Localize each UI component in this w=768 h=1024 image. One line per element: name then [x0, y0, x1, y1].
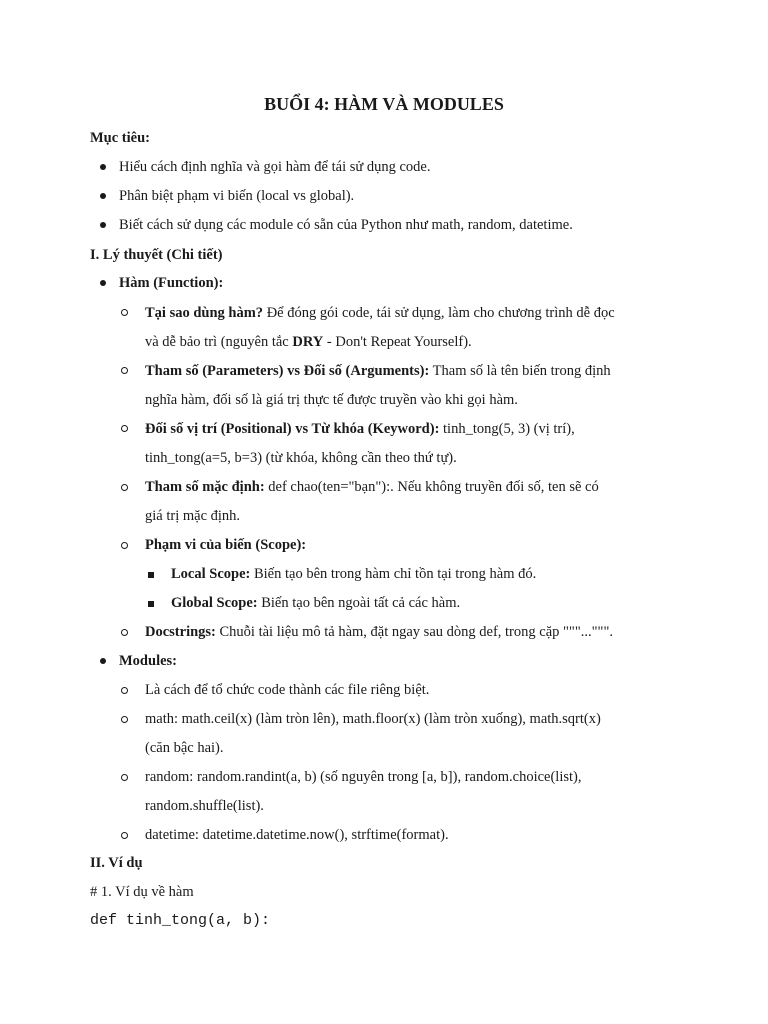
why-functions-text: - Don't Repeat Yourself).	[323, 334, 472, 350]
positional-text: tinh_tong(5, 3) (vị trí),	[439, 421, 575, 437]
code-line: def tinh_tong(a, b):	[90, 912, 271, 929]
objective-item: Biết cách sử dụng các module có sẵn của Python như math, random, datetime.	[119, 217, 573, 233]
bullet-disc-icon	[100, 280, 106, 286]
bullet-square-icon	[148, 601, 154, 607]
page-title: BUỔI 4: HÀM VÀ MODULES	[264, 94, 504, 114]
defaults-bold: Tham số mặc định:	[145, 479, 265, 495]
examples-heading: II. Ví dụ	[90, 855, 143, 871]
docstrings-line	[145, 622, 613, 642]
why-functions-text: và dễ bảo trì (nguyên tắc	[145, 334, 293, 350]
bullet-circle-icon	[121, 309, 128, 316]
bullet-circle-icon	[121, 687, 128, 694]
bullet-disc-icon	[100, 658, 106, 664]
objective-item: Hiểu cách định nghĩa và gọi hàm để tái sử dụng code.	[119, 159, 431, 175]
bullet-circle-icon	[121, 832, 128, 839]
bullet-circle-icon	[121, 542, 128, 549]
example-comment: # 1. Ví dụ về hàm	[90, 884, 194, 900]
modules-item: Là cách để tổ chức code thành các file riêng biệt.	[145, 682, 430, 698]
scope-heading: Phạm vi của biến (Scope):	[145, 537, 307, 553]
docstrings-text: Chuỗi tài liệu mô tả hàm, đặt ngay sau dòng def, trong cặp """...""".	[215, 624, 614, 640]
dry-bold: DRY	[292, 334, 324, 350]
bullet-disc-icon	[100, 164, 106, 170]
math-line1: math: math.ceil(x) (làm tròn lên), math.floor(x) (làm tròn xuống), math.sqrt(x)	[145, 711, 601, 727]
local-scope-text: Biến tạo bên trong hàm chỉ tồn tại trong hàm đó.	[250, 566, 537, 582]
bullet-circle-icon	[121, 367, 128, 374]
bullet-square-icon	[148, 572, 154, 578]
global-scope-text: Biến tạo bên ngoài tất cả các hàm.	[257, 595, 461, 611]
global-scope-bold: Global Scope:	[171, 595, 258, 611]
local-scope-bold: Local Scope:	[171, 566, 251, 582]
bullet-circle-icon	[121, 484, 128, 491]
why-functions-text: Để đóng gói code, tái sử dụng, làm cho chương trình dễ đọc	[263, 305, 615, 321]
local-scope-line	[171, 564, 536, 584]
docstrings-bold: Docstrings:	[145, 624, 216, 640]
random-line1: random: random.randint(a, b) (số nguyên trong [a, b]), random.choice(list),	[145, 769, 582, 785]
random-line2: random.shuffle(list).	[145, 798, 264, 814]
positional-line1	[145, 419, 575, 439]
objective-item: Phân biệt phạm vi biến (local vs global).	[119, 188, 355, 204]
modules-label: Modules:	[119, 653, 177, 669]
why-functions-bold: Tại sao dùng hàm?	[145, 305, 264, 321]
params-text: Tham số là tên biến trong định	[429, 363, 611, 379]
bullet-circle-icon	[121, 774, 128, 781]
params-line1	[145, 361, 611, 381]
bullet-disc-icon	[100, 193, 106, 199]
bullet-circle-icon	[121, 425, 128, 432]
why-functions-line2	[145, 332, 472, 352]
bullet-disc-icon	[100, 222, 106, 228]
positional-line2: tinh_tong(a=5, b=3) (từ khóa, không cần theo thứ tự).	[145, 450, 457, 466]
bullet-circle-icon	[121, 716, 128, 723]
datetime-line: datetime: datetime.datetime.now(), strftime(format).	[145, 827, 449, 843]
bullet-circle-icon	[121, 629, 128, 636]
positional-bold: Đối số vị trí (Positional) vs Từ khóa (Keyword):	[145, 421, 440, 437]
why-functions-line1	[145, 303, 615, 323]
params-bold: Tham số (Parameters) vs Đối số (Arguments):	[145, 363, 430, 379]
params-line2: nghĩa hàm, đối số là giá trị thực tế được truyền vào khi gọi hàm.	[145, 392, 518, 408]
defaults-text: def chao(ten="bạn"):. Nếu không truyền đối số, ten sẽ có	[264, 479, 599, 495]
objectives-heading: Mục tiêu:	[90, 130, 150, 146]
theory-heading: I. Lý thuyết (Chi tiết)	[90, 247, 223, 263]
defaults-line1	[145, 477, 599, 497]
defaults-line2: giá trị mặc định.	[145, 508, 241, 524]
math-line2: (căn bậc hai).	[145, 740, 224, 756]
functions-label: Hàm (Function):	[119, 275, 224, 291]
global-scope-line	[171, 593, 460, 613]
